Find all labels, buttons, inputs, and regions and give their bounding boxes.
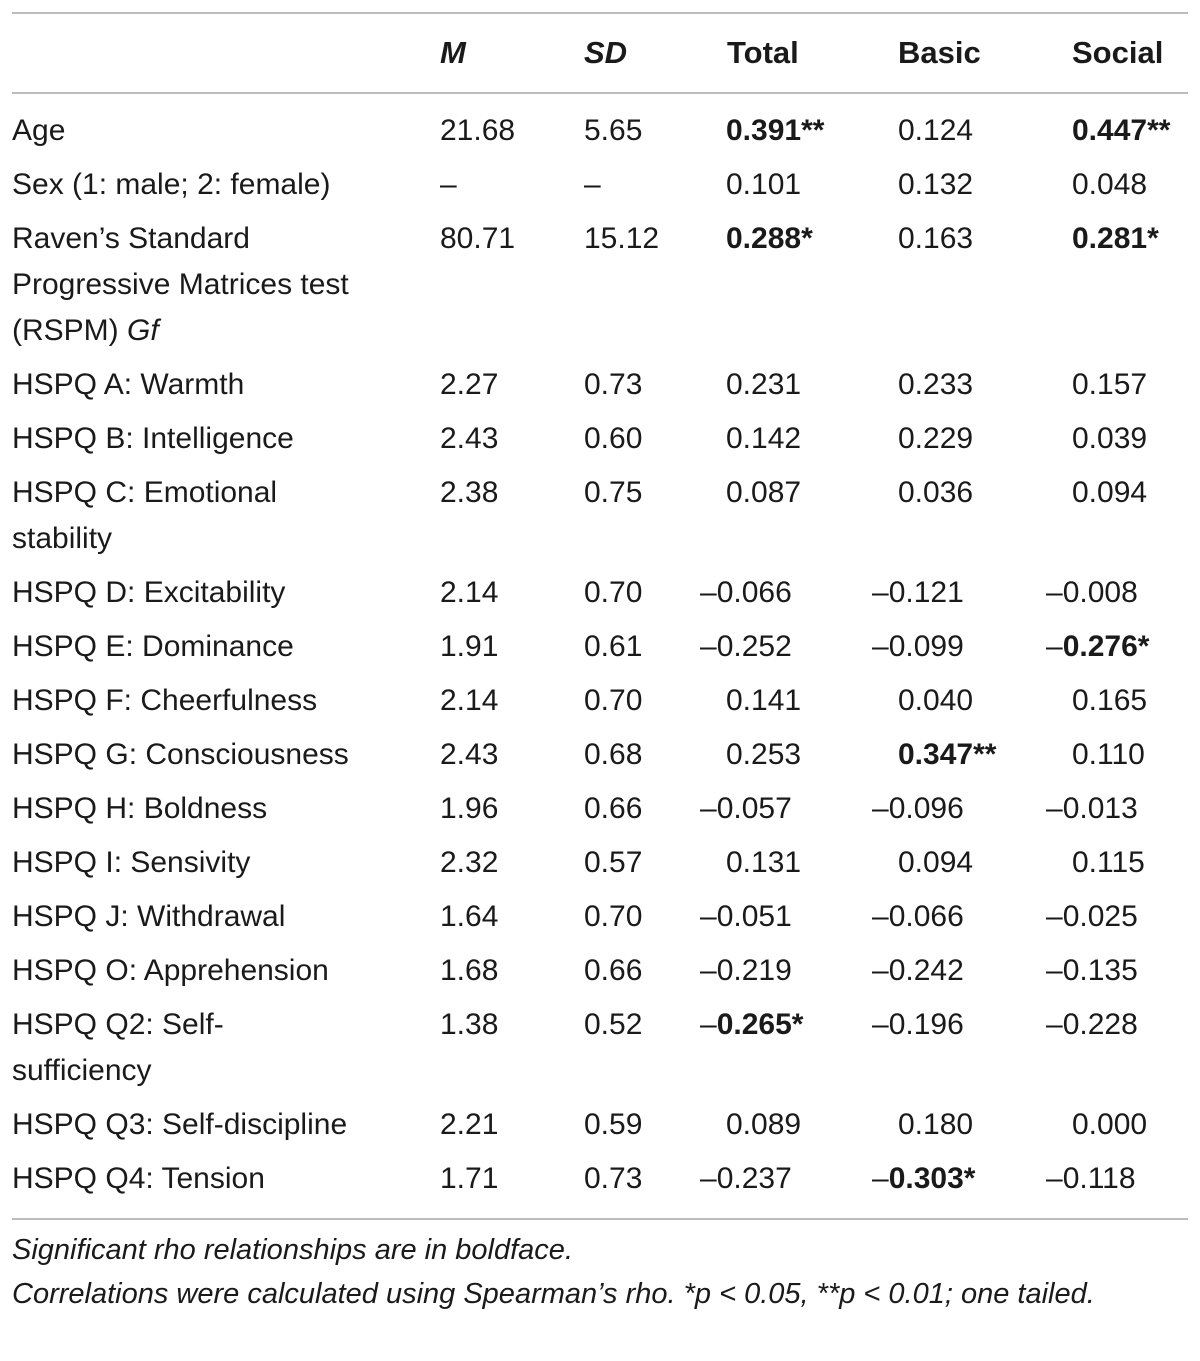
row-label-text: HSPQ Q2: Self-sufficiency <box>12 1008 224 1087</box>
cell-mean: – <box>440 168 457 201</box>
table-row <box>0 1002 1200 1102</box>
cell-basic <box>872 570 964 616</box>
cell-sign: – <box>872 576 889 609</box>
table-row <box>0 1156 1200 1210</box>
cell-social <box>1046 948 1138 994</box>
cell-significance: * <box>963 1162 976 1195</box>
cell-mean: 2.14 <box>440 576 499 609</box>
cell-value: 0.135 <box>1062 954 1138 987</box>
row-label <box>12 362 412 408</box>
cell-basic <box>872 1002 964 1048</box>
row-label <box>12 108 412 154</box>
cell-value: 0.265 <box>716 1008 792 1041</box>
cell-value: 0.252 <box>716 630 792 663</box>
table-header-row <box>0 30 1200 80</box>
cell-value: 0.237 <box>716 1162 792 1195</box>
cell-value: 0.276 <box>1062 630 1138 663</box>
cell-value: 0.118 <box>1062 1162 1136 1195</box>
cell-value: 0.000 <box>1072 1108 1148 1141</box>
cell-significance: * <box>791 1008 804 1041</box>
row-label-text: HSPQ I: Sensivity <box>12 846 251 879</box>
cell-total <box>700 786 792 832</box>
cell-sign: – <box>872 630 889 663</box>
row-label <box>12 1102 412 1148</box>
cell-sign: – <box>1046 1008 1063 1041</box>
cell-value: 0.180 <box>898 1108 974 1141</box>
cell-sd: 0.66 <box>584 792 643 825</box>
cell-sign: – <box>700 900 717 933</box>
cell-sd: 15.12 <box>584 222 660 255</box>
cell-value: 0.013 <box>1062 792 1138 825</box>
header-rule <box>12 92 1188 94</box>
header-sd: SD <box>584 35 628 70</box>
cell-value: 0.347 <box>898 738 974 771</box>
cell-basic <box>872 216 973 262</box>
cell-social <box>1046 108 1170 154</box>
cell-significance: ** <box>973 738 997 771</box>
cell-value: 0.051 <box>716 900 792 933</box>
cell-sd: 0.57 <box>584 846 643 879</box>
row-label <box>12 786 412 832</box>
table-row <box>0 416 1200 470</box>
table-row <box>0 732 1200 786</box>
cell-value: 0.231 <box>726 368 802 401</box>
cell-total <box>700 948 792 994</box>
cell-value: 0.132 <box>898 168 974 201</box>
cell-value: 0.228 <box>1062 1008 1138 1041</box>
cell-sd: – <box>584 168 601 201</box>
cell-total <box>700 624 792 670</box>
table-row <box>0 894 1200 948</box>
cell-value: 0.253 <box>726 738 802 771</box>
cell-sign: – <box>1046 1162 1063 1195</box>
header-social: Social <box>1072 35 1164 70</box>
cell-sign: – <box>700 1008 717 1041</box>
cell-sign: – <box>1046 630 1063 663</box>
cell-value: 0.124 <box>898 114 974 147</box>
cell-mean: 1.64 <box>440 900 499 933</box>
cell-social <box>1046 570 1138 616</box>
top-rule <box>12 12 1188 14</box>
table-body <box>0 108 1200 1210</box>
cell-basic <box>872 108 973 154</box>
cell-basic <box>872 786 964 832</box>
table-row <box>0 162 1200 216</box>
cell-mean: 2.43 <box>440 738 499 771</box>
row-label <box>12 678 412 724</box>
row-label-italic: Gf <box>127 314 159 347</box>
cell-value: 0.057 <box>716 792 792 825</box>
cell-value: 0.157 <box>1072 368 1148 401</box>
cell-mean: 2.38 <box>440 476 499 509</box>
table-row <box>0 786 1200 840</box>
cell-value: 0.281 <box>1072 222 1148 255</box>
cell-basic <box>872 624 964 670</box>
row-label <box>12 1002 232 1094</box>
row-label <box>12 732 412 778</box>
row-label-text: Raven’s Standard Progressive Matrices test (RSPM) <box>12 222 349 347</box>
cell-sd: 0.59 <box>584 1108 643 1141</box>
cell-value: 0.121 <box>888 576 964 609</box>
cell-total <box>700 570 792 616</box>
cell-value: 0.165 <box>1072 684 1148 717</box>
cell-sign: – <box>872 954 889 987</box>
cell-basic <box>872 362 973 408</box>
cell-basic <box>872 948 964 994</box>
cell-sd: 0.70 <box>584 900 643 933</box>
table-row <box>0 570 1200 624</box>
cell-sign: – <box>872 792 889 825</box>
cell-social <box>1046 732 1145 778</box>
row-label <box>12 894 412 940</box>
cell-basic <box>872 840 973 886</box>
cell-value: 0.089 <box>726 1108 802 1141</box>
cell-sd: 0.70 <box>584 684 643 717</box>
cell-mean: 2.27 <box>440 368 499 401</box>
header-basic: Basic <box>898 35 981 70</box>
cell-total <box>700 362 801 408</box>
cell-mean: 2.14 <box>440 684 499 717</box>
cell-value: 0.040 <box>898 684 974 717</box>
cell-sign: – <box>1046 900 1063 933</box>
cell-value: 0.163 <box>898 222 974 255</box>
row-label-text: HSPQ Q3: Self-discipline <box>12 1108 348 1141</box>
cell-value: 0.066 <box>888 900 964 933</box>
row-label-text: HSPQ O: Apprehension <box>12 954 329 987</box>
cell-value: 0.094 <box>898 846 974 879</box>
table-row <box>0 362 1200 416</box>
cell-social <box>1046 1102 1147 1148</box>
cell-value: 0.391 <box>726 114 802 147</box>
cell-value: 0.196 <box>888 1008 964 1041</box>
cell-total <box>700 470 801 516</box>
cell-sign: – <box>700 630 717 663</box>
cell-sd: 0.68 <box>584 738 643 771</box>
row-label <box>12 162 412 208</box>
header-total: Total <box>727 35 799 70</box>
cell-social <box>1046 1156 1136 1202</box>
cell-total <box>700 678 801 724</box>
row-label <box>12 470 312 562</box>
footnote-spearman: Correlations were calculated using Spearman’s rho. *p < 0.05, **p < 0.01; one tailed. <box>12 1278 1095 1310</box>
row-label <box>12 1156 412 1202</box>
row-label <box>12 216 392 354</box>
cell-significance: * <box>1147 222 1159 255</box>
cell-total <box>700 1002 803 1048</box>
cell-sd: 0.52 <box>584 1008 643 1041</box>
cell-sign: – <box>1046 792 1063 825</box>
cell-total <box>700 840 801 886</box>
row-label <box>12 948 412 994</box>
row-label-text: HSPQ Q4: Tension <box>12 1162 265 1195</box>
cell-social <box>1046 624 1149 670</box>
row-label-text: HSPQ A: Warmth <box>12 368 245 401</box>
cell-basic <box>872 162 973 208</box>
table-row <box>0 678 1200 732</box>
cell-value: 0.036 <box>898 476 974 509</box>
cell-value: 0.242 <box>888 954 964 987</box>
row-label-text: Sex (1: male; 2: female) <box>12 168 331 201</box>
cell-social <box>1046 216 1159 262</box>
cell-sign: – <box>872 1008 889 1041</box>
cell-total <box>700 894 792 940</box>
cell-value: 0.233 <box>898 368 974 401</box>
cell-total <box>700 108 824 154</box>
cell-basic <box>872 678 973 724</box>
table-row <box>0 948 1200 1002</box>
cell-value: 0.101 <box>726 168 802 201</box>
cell-social <box>1046 1002 1138 1048</box>
cell-sign: – <box>872 1162 889 1195</box>
cell-mean: 2.43 <box>440 422 499 455</box>
table-row <box>0 216 1200 362</box>
cell-value: 0.288 <box>726 222 802 255</box>
cell-social <box>1046 470 1147 516</box>
row-label <box>12 840 412 886</box>
cell-sd: 0.73 <box>584 368 643 401</box>
cell-value: 0.096 <box>888 792 964 825</box>
row-label-text: Age <box>12 114 66 147</box>
cell-significance: ** <box>1147 114 1171 147</box>
cell-basic <box>872 1156 975 1202</box>
table-row <box>0 624 1200 678</box>
cell-sign: – <box>1046 954 1063 987</box>
cell-significance: * <box>801 222 813 255</box>
cell-value: 0.087 <box>726 476 802 509</box>
cell-value: 0.447 <box>1072 114 1148 147</box>
table-row <box>0 840 1200 894</box>
table-row <box>0 108 1200 162</box>
cell-value: 0.066 <box>716 576 792 609</box>
cell-value: 0.008 <box>1062 576 1138 609</box>
cell-sign: – <box>700 954 717 987</box>
cell-total <box>700 732 801 778</box>
cell-social <box>1046 162 1147 208</box>
cell-social <box>1046 894 1138 940</box>
row-label <box>12 416 412 462</box>
cell-mean: 1.91 <box>440 630 499 663</box>
row-label-text: HSPQ J: Withdrawal <box>12 900 286 933</box>
cell-value: 0.110 <box>1072 738 1145 771</box>
row-label-text: HSPQ C: Emotional stability <box>12 476 278 555</box>
cell-sd: 0.66 <box>584 954 643 987</box>
cell-value: 0.025 <box>1062 900 1138 933</box>
cell-sign: – <box>1046 576 1063 609</box>
cell-total <box>700 416 801 462</box>
cell-sign: – <box>700 792 717 825</box>
cell-value: 0.099 <box>888 630 964 663</box>
row-label-text: HSPQ F: Cheerfulness <box>12 684 318 717</box>
cell-mean: 1.71 <box>440 1162 499 1195</box>
cell-value: 0.115 <box>1072 846 1145 879</box>
cell-significance: ** <box>801 114 825 147</box>
cell-social <box>1046 786 1138 832</box>
cell-value: 0.094 <box>1072 476 1148 509</box>
cell-sign: – <box>872 900 889 933</box>
cell-significance: * <box>1137 630 1150 663</box>
cell-mean: 2.21 <box>440 1108 499 1141</box>
cell-sd: 5.65 <box>584 114 643 147</box>
cell-basic <box>872 732 996 778</box>
table-footnotes <box>12 1228 1188 1316</box>
cell-mean: 1.38 <box>440 1008 499 1041</box>
row-label-text: HSPQ B: Intelligence <box>12 422 294 455</box>
row-label-text: HSPQ E: Dominance <box>12 630 294 663</box>
cell-value: 0.039 <box>1072 422 1148 455</box>
row-label-text: HSPQ D: Excitability <box>12 576 286 609</box>
cell-basic <box>872 416 973 462</box>
bottom-rule <box>12 1218 1188 1220</box>
cell-value: 0.131 <box>726 846 802 879</box>
cell-value: 0.229 <box>898 422 974 455</box>
row-label <box>12 570 412 616</box>
cell-total <box>700 216 813 262</box>
cell-basic <box>872 894 964 940</box>
cell-social <box>1046 678 1147 724</box>
cell-mean: 2.32 <box>440 846 499 879</box>
cell-mean: 1.96 <box>440 792 499 825</box>
cell-value: 0.141 <box>726 684 802 717</box>
cell-value: 0.142 <box>726 422 802 455</box>
cell-social <box>1046 416 1147 462</box>
cell-mean: 21.68 <box>440 114 516 147</box>
footnote-boldface: Significant rho relationships are in boldface. <box>12 1234 573 1266</box>
cell-social <box>1046 362 1147 408</box>
row-label-text: HSPQ G: Consciousness <box>12 738 349 771</box>
cell-basic <box>872 470 973 516</box>
header-m: M <box>440 35 466 70</box>
cell-value: 0.303 <box>888 1162 964 1195</box>
cell-total <box>700 1102 801 1148</box>
cell-mean: 1.68 <box>440 954 499 987</box>
cell-sd: 0.61 <box>584 630 643 663</box>
row-label <box>12 624 412 670</box>
cell-mean: 80.71 <box>440 222 516 255</box>
cell-sd: 0.75 <box>584 476 643 509</box>
cell-total <box>700 1156 792 1202</box>
cell-total <box>700 162 801 208</box>
cell-sd: 0.60 <box>584 422 643 455</box>
table-row <box>0 1102 1200 1156</box>
cell-sd: 0.73 <box>584 1162 643 1195</box>
cell-social <box>1046 840 1145 886</box>
cell-sign: – <box>700 1162 717 1195</box>
cell-value: 0.048 <box>1072 168 1148 201</box>
row-label-text: HSPQ H: Boldness <box>12 792 268 825</box>
cell-sign: – <box>700 576 717 609</box>
cell-value: 0.219 <box>716 954 792 987</box>
cell-sd: 0.70 <box>584 576 643 609</box>
table-row <box>0 470 1200 570</box>
cell-basic <box>872 1102 973 1148</box>
